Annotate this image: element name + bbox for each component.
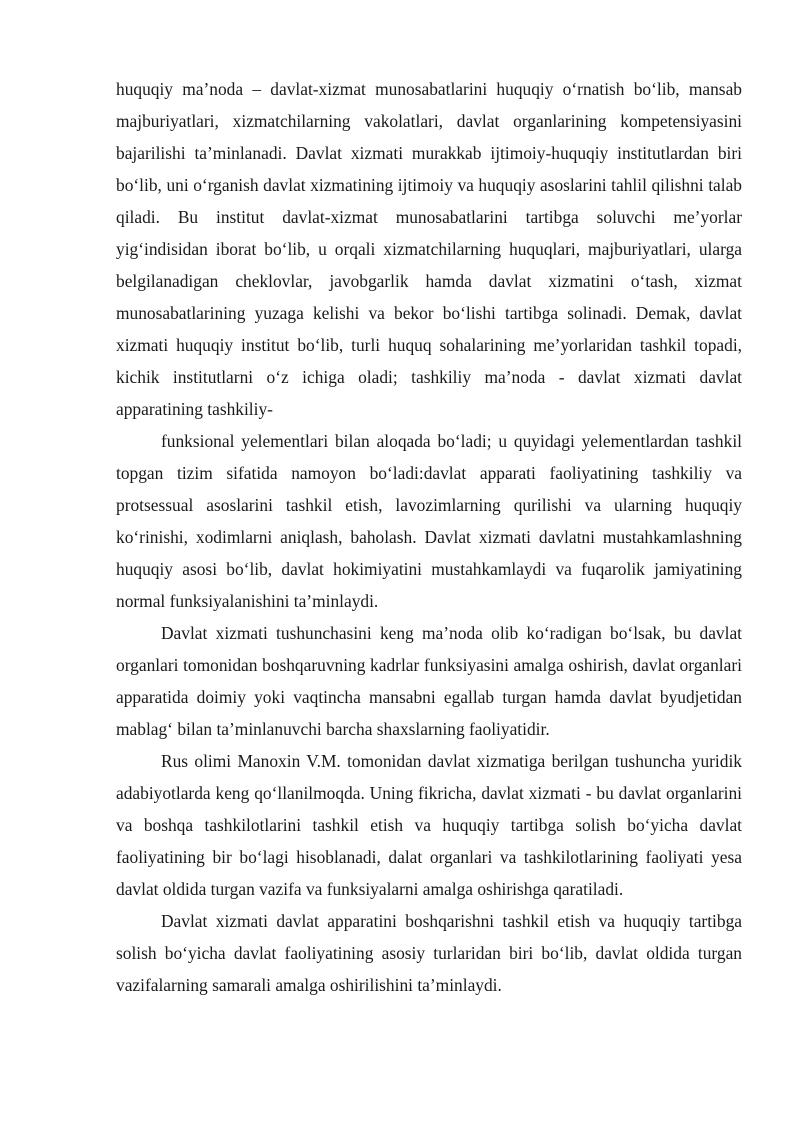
paragraph-3: Davlat xizmati tushunchasini keng ma’noda olib ko‘radigan bo‘lsak, bu davlat organlari tomonidan boshqaruvning kadrlar funksiyasini amalga oshirish, davlat organlari apparatida doimiy yoki vaqtincha mansabni egallab turgan hamda davlat byudjetidan mablag‘ bilan ta’minlanuvchi barcha shaxslarning faoliyatidir. <box>116 623 742 739</box>
paragraph-2: funksional yelementlari bilan aloqada bo‘ladi; u quyidagi yelementlardan tashkil topgan tizim sifatida namoyon bo‘ladi:davlat apparati faoliyatining tashkiliy va protsessual asoslarini tashkil etish, lavozimlarning qurilishi va ularning huquqiy ko‘rinishi, xodimlarni aniqlash, baholash. Davlat xizmati davlatni mustahkamlashning huquqiy asosi bo‘lib, davlat hokimiyatini mustahkamlaydi va fuqarolik jamiyatining normal funksiyalanishini ta’minlaydi. <box>116 431 742 611</box>
document-page <box>116 73 742 1001</box>
paragraph-1: huquqiy ma’noda – davlat-xizmat munosabatlarini huquqiy o‘rnatish bo‘lib, mansab majburiyatlari, xizmatchilarning vakolatlari, davlat organlarining kompetensiyasini bajarilishi ta’minlanadi. Davlat xizmati murakkab ijtimoiy-huquqiy institutlardan biri bo‘lib, uni o‘rganish davlat xizmatining ijtimoiy va huquqiy asoslarini tahlil qilishni talab qiladi. Bu institut davlat-xizmat munosabatlarini tartibga soluvchi me’yorlar yig‘indisidan iborat bo‘lib, u orqali xizmatchilarning huquqlari, majburiyatlari, ularga belgilanadigan cheklovlar, javobgarlik hamda davlat xizmatini o‘tash, xizmat munosabatlarining yuzaga kelishi va bekor bo‘lishi tartibga solinadi. Demak, davlat xizmati huquqiy institut bo‘lib, turli huquq sohalarining me’yorlaridan tashkil topadi, kichik institutlarni o‘z ichiga oladi; tashkiliy ma’noda - davlat xizmati davlat apparatining tashkiliy- <box>116 79 742 419</box>
paragraph-4: Rus olimi Manoxin V.M. tomonidan davlat xizmatiga berilgan tushuncha yuridik adabiyotlarda keng qo‘llanilmoqda. Uning fikricha, davlat xizmati - bu davlat organlarini va boshqa tashkilotlarini tashkil etish va huquqiy tartibga solish bo‘yicha davlat faoliyatining bir bo‘lagi hisoblanadi, dalat organlari va tashkilotlarining faoliyati yesa davlat oldida turgan vazifa va funksiyalarni amalga oshirishga qaratiladi. <box>116 751 742 899</box>
paragraph-5: Davlat xizmati davlat apparatini boshqarishni tashkil etish va huquqiy tartibga solish bo‘yicha davlat faoliyatining asosiy turlaridan biri bo‘lib, davlat oldida turgan vazifalarning samarali amalga oshirilishini ta’minlaydi. <box>116 911 742 995</box>
